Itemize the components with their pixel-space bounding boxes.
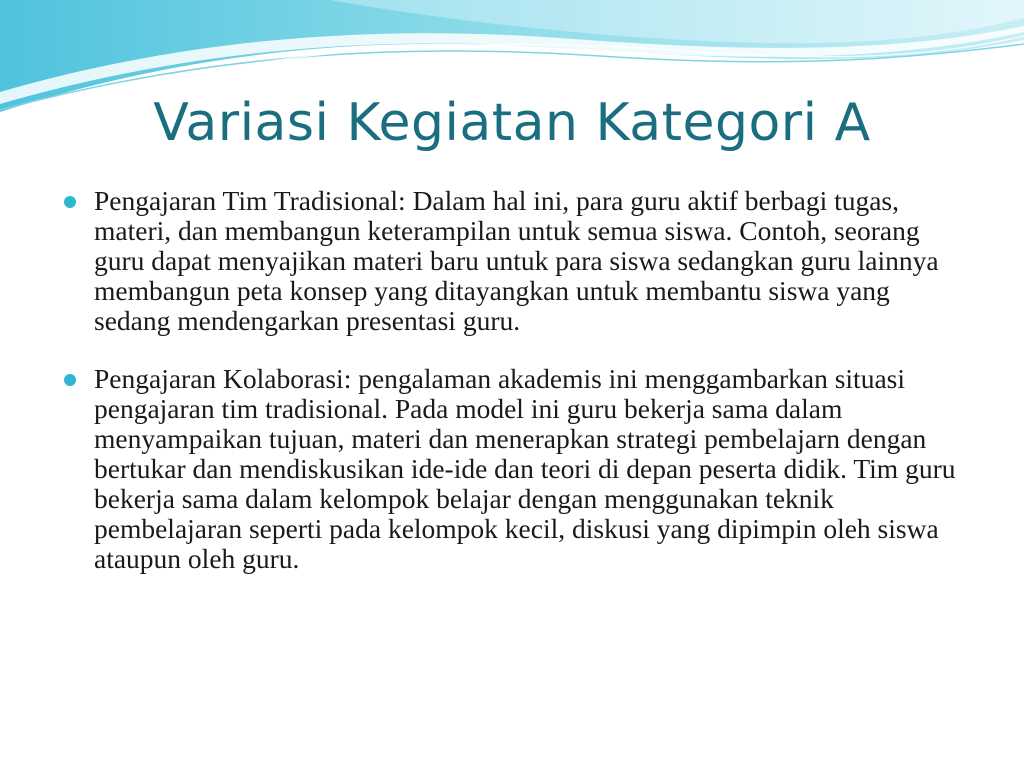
bullet-dot-icon bbox=[64, 374, 76, 386]
bullet-item-collaboration bbox=[62, 364, 962, 574]
bullet-dot-icon bbox=[64, 196, 76, 208]
bullet-text: Pengajaran Kolaborasi: pengalaman akademis ini menggambarkan situasi pengajaran tim tradisional. Pada model ini guru bekerja sama dalam menyampaikan tujuan, materi dan menerapkan strategi pembelajarn dengan bertukar dan mendiskusikan ide-ide dan teori di depan peserta didik. Tim guru bekerja sama dalam kelompok belajar dengan menggunakan teknik pembelajaran seperti pada kelompok kecil, diskusi yang dipimpin oleh siswa ataupun oleh guru. bbox=[94, 363, 956, 574]
bullet-text: Pengajaran Tim Tradisional: Dalam hal ini, para guru aktif berbagi tugas, materi, dan membangun keterampilan untuk semua siswa. Contoh, seorang guru dapat menyajikan materi baru untuk para siswa sedangkan guru lainnya membangun peta konsep yang ditayangkan untuk membantu siswa yang sedang mendengarkan presentasi guru. bbox=[94, 185, 939, 336]
bullet-item-traditional bbox=[62, 186, 962, 336]
slide-title: Variasi Kegiatan Kategori A bbox=[153, 93, 871, 153]
bullet-list bbox=[62, 186, 962, 602]
